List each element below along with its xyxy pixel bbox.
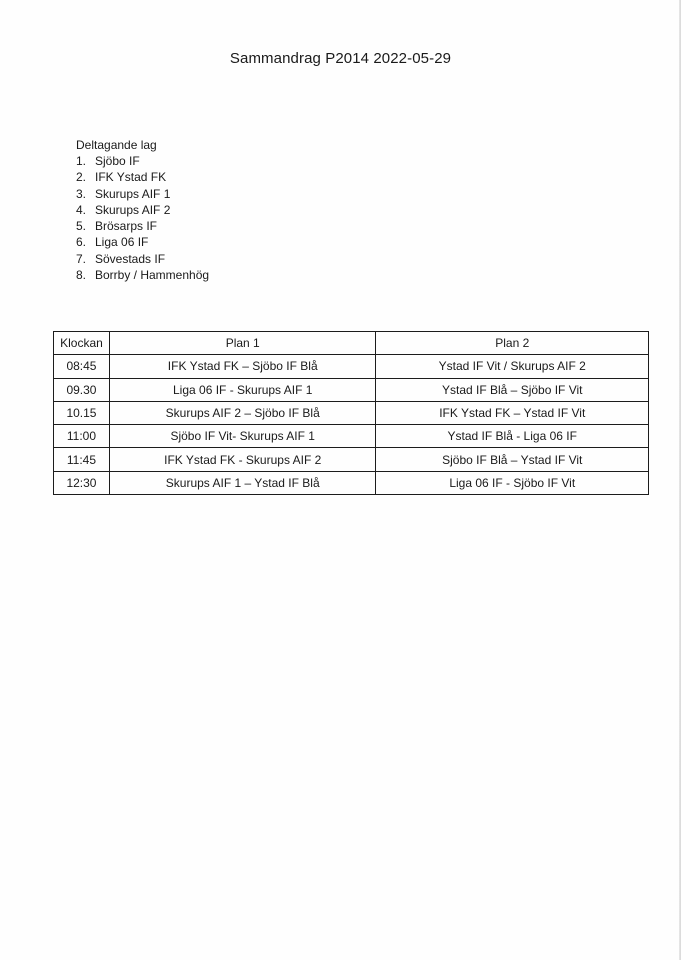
match-plan-1: Skurups AIF 2 – Sjöbo IF Blå	[109, 401, 376, 424]
table-row	[54, 378, 649, 401]
match-time: 09.30	[54, 378, 110, 401]
match-time: 08:45	[54, 355, 110, 378]
match-plan-1: Skurups AIF 1 – Ystad IF Blå	[109, 471, 376, 494]
schedule-table	[53, 331, 649, 495]
table-row	[54, 448, 649, 471]
match-plan-1: IFK Ystad FK – Sjöbo IF Blå	[109, 355, 376, 378]
teams-list	[76, 153, 209, 283]
match-plan-1: IFK Ystad FK - Skurups AIF 2	[109, 448, 376, 471]
team-name: Brösarps IF	[95, 219, 158, 234]
team-number: 3.	[76, 186, 87, 201]
team-name: Liga 06 IF	[95, 235, 149, 250]
team-name: Sjöbo IF	[95, 154, 140, 168]
match-plan-2: Liga 06 IF - Sjöbo IF Vit	[376, 471, 649, 494]
team-name: Sövestads IF	[95, 251, 166, 266]
match-plan-2: Ystad IF Blå - Liga 06 IF	[376, 425, 649, 448]
table-row	[54, 425, 649, 448]
match-time: 11:00	[54, 425, 110, 448]
team-number: 4.	[76, 202, 87, 217]
table-row	[54, 401, 649, 424]
list-item	[76, 234, 209, 250]
match-time: 11:45	[54, 448, 110, 471]
header-plan-1: Plan 1	[109, 332, 376, 355]
list-item	[76, 169, 209, 185]
match-plan-2: Ystad IF Vit / Skurups AIF 2	[376, 355, 649, 378]
list-item	[76, 153, 209, 169]
match-plan-2: Ystad IF Blå – Sjöbo IF Vit	[376, 378, 649, 401]
list-item	[76, 186, 209, 202]
list-item	[76, 202, 209, 218]
participating-teams	[76, 137, 209, 283]
header-time: Klockan	[54, 332, 110, 355]
list-item	[76, 251, 209, 267]
match-plan-2: IFK Ystad FK – Ystad IF Vit	[376, 401, 649, 424]
team-number: 6.	[76, 235, 87, 250]
match-time: 10.15	[54, 401, 110, 424]
table-header-row	[54, 332, 649, 355]
page-title: Sammandrag P2014 2022-05-29	[229, 50, 452, 67]
team-name: Skurups AIF 2	[95, 202, 171, 217]
table-row	[54, 355, 649, 378]
table-row	[54, 471, 649, 494]
header-plan-2: Plan 2	[376, 332, 649, 355]
team-number: 2.	[76, 170, 87, 185]
team-number: 8.	[76, 268, 87, 283]
team-number: 1.	[76, 154, 87, 168]
teams-heading: Deltagande lag	[76, 138, 157, 152]
team-name: Skurups AIF 1	[95, 186, 171, 201]
list-item	[76, 218, 209, 234]
team-number: 7.	[76, 251, 87, 266]
team-name: Borrby / Hammenhög	[95, 268, 210, 283]
team-name: IFK Ystad FK	[95, 170, 167, 185]
match-plan-2: Sjöbo IF Blå – Ystad IF Vit	[376, 448, 649, 471]
team-number: 5.	[76, 219, 87, 234]
list-item	[76, 267, 209, 283]
match-plan-1: Liga 06 IF - Skurups AIF 1	[109, 378, 376, 401]
match-plan-1: Sjöbo IF Vit- Skurups AIF 1	[109, 425, 376, 448]
match-time: 12:30	[54, 471, 110, 494]
